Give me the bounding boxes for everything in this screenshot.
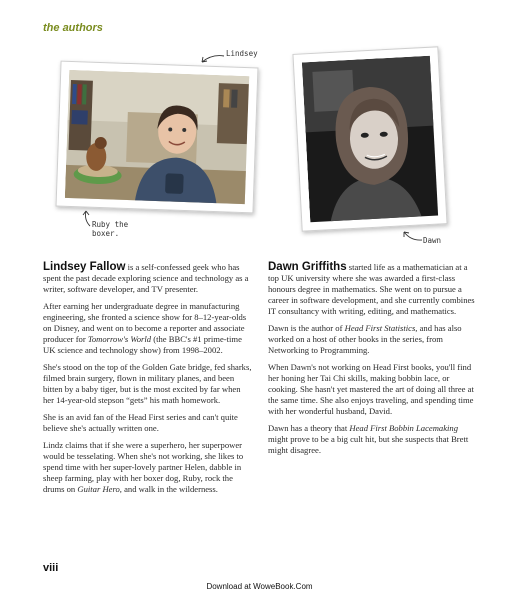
dawn-bio-text: Dawn is the author of	[268, 323, 345, 333]
dawn-bio-paragraph-1	[268, 262, 478, 317]
lindsey-photo	[56, 61, 259, 214]
lindsey-label-arrow-icon	[196, 50, 228, 68]
ruby-label-arrow-icon	[80, 208, 96, 228]
dawn-bio-text: might prove to be a big cult hit, but she suspects that Brett might disagree.	[268, 434, 469, 455]
lindsey-bio-text: (the BBC's #1 prime-time UK science and technology show) from 1998–2002.	[43, 334, 242, 355]
download-footer: Download at WoweBook.Com	[206, 582, 313, 591]
dawn-bio-italic: Head First Statistics	[344, 323, 416, 333]
lindsey-bio-italic: Guitar Hero	[77, 484, 120, 494]
dawn-bio-intro: started life as a mathematician at a top UK university where she was awarded a first-class honours degree in mathematics. She went on to pursue a career in software development, and she currently combines IT consultancy with writing, editing, and mathematics.	[268, 262, 475, 316]
lindsey-handwritten-label: Lindsey	[226, 49, 258, 58]
dawn-label-arrow-icon	[399, 228, 425, 244]
ruby-handwritten-label: Ruby the boxer.	[92, 220, 129, 238]
header-section: authors	[62, 22, 103, 34]
dawn-bio-text: Dawn has a theory that	[268, 423, 350, 433]
header-prefix: the	[43, 22, 63, 34]
lindsey-bio-text: Lindz claims that if she were a superhero, her superpower would be tesselating. When she's not working, she likes to spend time with her super-lovely partner Helen, dabble in sheep farming, play with her boxer dog, Ruby, rock the drums on	[43, 440, 244, 494]
dawn-photo-image	[302, 56, 438, 222]
dawn-bio-text: , and has also worked on a host of other books in the series, from Networking to Programming.	[268, 323, 462, 355]
lindsey-bio-paragraph-4: She is an avid fan of the Head First series and can't quite believe she's actually written one.	[43, 412, 238, 433]
running-header	[43, 22, 103, 34]
dawn-bio-paragraph-3: When Dawn's not working on Head First books, you'll find her honing her Tai Chi skills, making bobbin lace, or cooking. She hasn't yet mastered the art of doing all three at the same time. She also enjoys traveling, and spending time with her wonderful husband, David.	[268, 362, 474, 416]
dawn-bio	[268, 262, 478, 462]
dawn-photo	[292, 46, 447, 231]
lindsey-bio-paragraph-5	[43, 440, 253, 495]
lindsey-bio-paragraph-2	[43, 301, 253, 356]
lindsey-photo-image	[65, 70, 249, 204]
dawn-bio-paragraph-4	[268, 423, 478, 456]
page-number: viii	[43, 562, 59, 574]
dawn-handwritten-label: Dawn	[423, 236, 442, 245]
lindsey-bio-text: After earning her undergraduate degree in manufacturing engineering, she fronted a science show for 8–12-year-olds on Disney, and went on to become a reporter and associate producer for	[43, 301, 247, 344]
dawn-bio-paragraph-2	[268, 323, 478, 356]
lindsey-name: Lindsey Fallow	[43, 261, 126, 273]
dawn-bio-italic: Head First Bobbin Lacemaking	[349, 423, 458, 433]
lindsey-bio-italic: Tomorrow's World	[87, 334, 152, 344]
lindsey-bio-intro: is a self-confessed geek who has spent the past decade exploring science and technology as a writer, software developer, and TV presenter.	[43, 262, 249, 294]
lindsey-bio	[43, 262, 253, 501]
dawn-name: Dawn Griffiths	[268, 261, 347, 273]
lindsey-bio-text: , and walk in the wilderness.	[119, 484, 218, 494]
lindsey-bio-paragraph-1	[43, 262, 253, 295]
lindsey-bio-paragraph-3: She's stood on the top of the Golden Gate bridge, fed sharks, filmed brain surgery, flown in military planes, and been bitten by a baby tiger, but is the most excited by far when her 14-year-old stepson “gets” his math homework.	[43, 362, 252, 405]
